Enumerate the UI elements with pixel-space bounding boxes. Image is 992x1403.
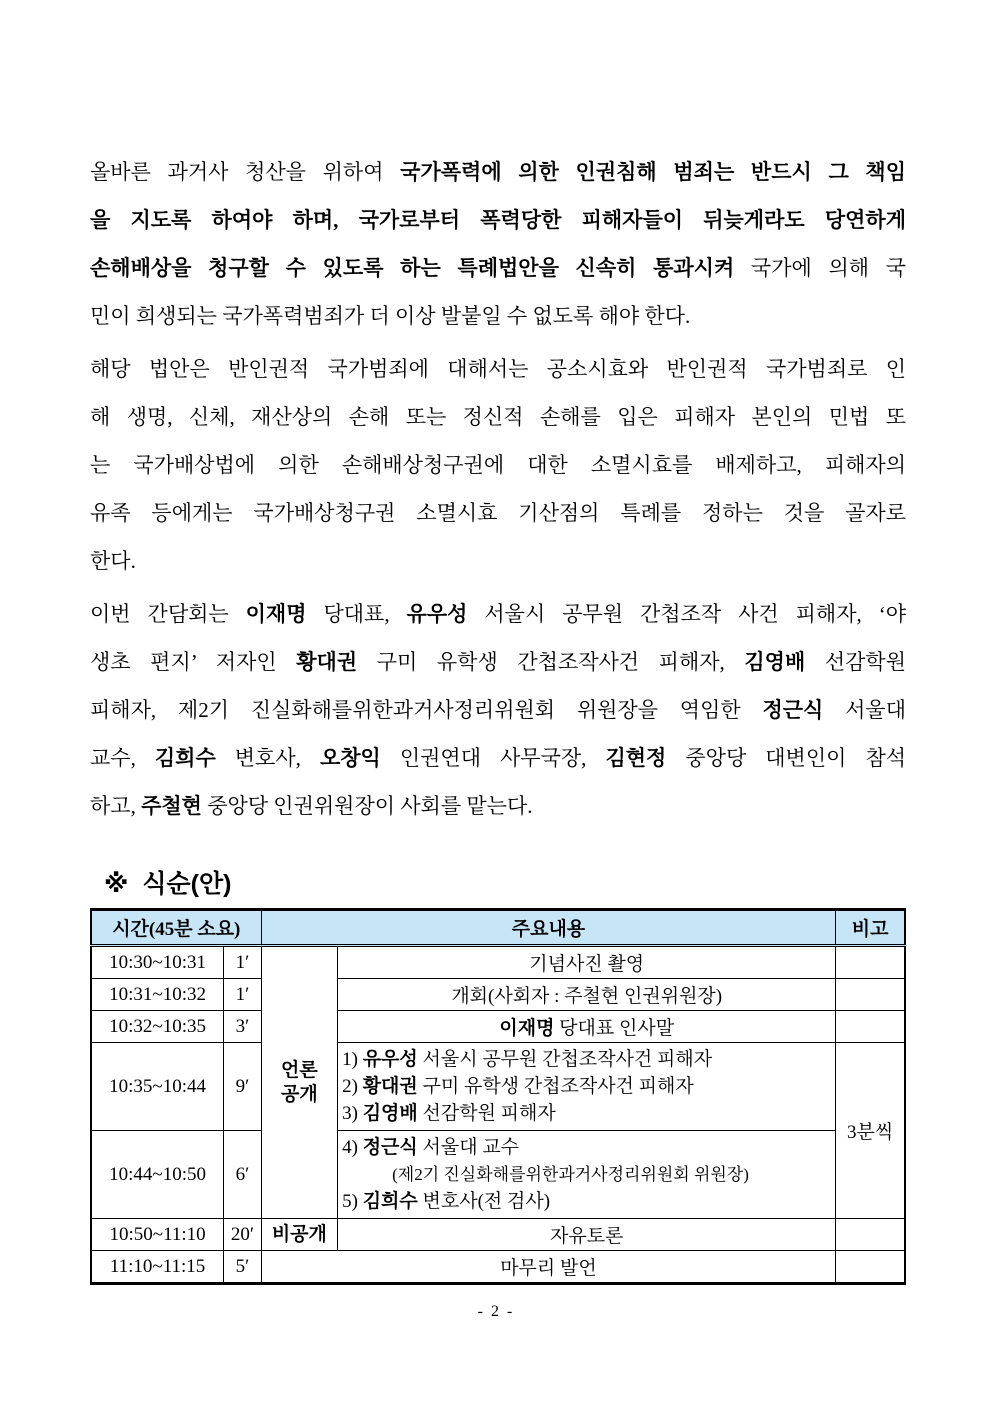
content-line [342, 1046, 831, 1073]
plain-text: 선감학원 피해자 [417, 1103, 556, 1124]
text-line [90, 686, 906, 734]
cell-content [338, 1131, 836, 1219]
plain-text: 서울시 공무원 간첩조작사건 피해자 [417, 1049, 713, 1070]
cell-note [836, 979, 905, 1011]
cell-note [836, 1251, 905, 1284]
cell-content [338, 1043, 836, 1131]
emphasis-text: 김희수 [362, 1191, 418, 1212]
plain-text: 하고, [90, 794, 142, 818]
col-header-time: 시간(45분 소요) [91, 910, 261, 946]
plain-text: 서울시 공무원 간첩조작 사건 피해자, ‘야 [467, 602, 906, 626]
plain-text: 선감학원 [805, 650, 906, 674]
cell-content [338, 1011, 836, 1043]
plain-text: 4) [342, 1137, 363, 1158]
plain-text: 중앙당 대변인이 참석 [666, 746, 907, 770]
cell-duration: 1′ [224, 979, 261, 1011]
plain-text: 생초 편지’ 저자인 [90, 650, 297, 674]
table-row-3 [91, 1011, 905, 1043]
emphasis-text: 이재명 [499, 1018, 555, 1039]
plain-text: 변호사, [215, 746, 320, 770]
plain-text: 3) [342, 1103, 363, 1124]
page-number: - 2 - [477, 1303, 515, 1320]
paragraph-2 [90, 345, 906, 585]
plain-text: 국가에 의해 국 [750, 256, 907, 280]
emphasis-text: 김영배 [744, 650, 806, 674]
cell-duration: 6′ [224, 1131, 261, 1219]
text-line [90, 590, 906, 638]
plain-text: (제2기 진실화해를위한과거사정리위원회 위원장) [392, 1165, 749, 1184]
cell-duration: 1′ [224, 946, 261, 979]
reference-mark-icon: ※ [104, 870, 129, 898]
plain-text: 중앙당 인권위원장이 사회를 맡는다. [201, 794, 533, 818]
plain-text: 유족 등에게는 국가배상청구권 소멸시효 기산점의 특례를 정하는 것을 골자로 [90, 501, 906, 525]
plain-text: 변호사(전 검사) [417, 1191, 551, 1212]
text-line [90, 393, 906, 441]
plain-text: 인권연대 사무국장, [380, 746, 606, 770]
cell-duration: 20′ [224, 1219, 261, 1251]
text-line [90, 441, 906, 489]
cell-duration: 5′ [224, 1251, 261, 1284]
content-line [342, 1188, 831, 1215]
paragraph-3 [90, 590, 906, 830]
plain-text: 5) [342, 1191, 363, 1212]
plain-text: 구미 유학생 간첩조작사건 피해자, [357, 650, 745, 674]
cell-note [836, 946, 905, 979]
cell-group-open-to-press [261, 946, 338, 1219]
emphasis-text: 이재명 [245, 602, 307, 626]
emphasis-text: 을 지도록 하여야 하며, 국가로부터 폭력당한 피해자들이 뒤늦게라도 당연하게 [90, 208, 906, 232]
emphasis-text: 국가폭력에 의한 인권침해 범죄는 반드시 그 책임 [400, 160, 906, 184]
emphasis-text: 주철현 [141, 794, 202, 818]
plain-text: 서울대 교수 [417, 1137, 520, 1158]
emphasis-text: 정근식 [762, 698, 824, 722]
plain-text: 서울대 [823, 698, 906, 722]
plain-text: 구미 유학생 간첩조작사건 피해자 [417, 1076, 694, 1097]
emphasis-text: 김희수 [154, 746, 216, 770]
agenda-table [90, 908, 906, 1285]
table-row-4 [91, 1043, 905, 1131]
plain-text: 교수, [90, 746, 155, 770]
plain-text: 민이 희생되는 국가폭력범죄가 더 이상 발붙일 수 없도록 해야 한다. [90, 304, 691, 328]
emphasis-text: 김현정 [605, 746, 667, 770]
plain-text: 1) [342, 1049, 363, 1070]
plain-text: 는 국가배상법에 의한 손해배상청구권에 대한 소멸시효를 배제하고, 피해자의 [90, 453, 906, 477]
cell-time: 10:50~11:10 [91, 1219, 224, 1251]
col-header-note: 비고 [836, 910, 905, 946]
emphasis-text: 황대권 [362, 1076, 418, 1097]
document-content [90, 148, 906, 1285]
content-line [342, 1100, 831, 1127]
table-row-7 [91, 1251, 905, 1284]
paragraph-1 [90, 148, 906, 340]
table-row-1 [91, 946, 905, 979]
table-row-6 [91, 1219, 905, 1251]
emphasis-text: 유우성 [406, 602, 468, 626]
text-line [90, 244, 906, 292]
text-line [90, 734, 906, 782]
cell-note [836, 1219, 905, 1251]
cell-duration: 9′ [224, 1043, 261, 1131]
cell-note-merged: 3분씩 [836, 1043, 905, 1219]
cell-group-closed: 비공개 [261, 1219, 338, 1251]
emphasis-text: 오창익 [319, 746, 381, 770]
group-label-line: 언론 [281, 1059, 318, 1081]
emphasis-text: 황대권 [296, 650, 358, 674]
table-row-5 [91, 1131, 905, 1219]
cell-note [836, 1011, 905, 1043]
text-line [90, 345, 906, 393]
plain-text: 당대표, [306, 602, 407, 626]
plain-text: 해 생명, 신체, 재산상의 손해 또는 정신적 손해를 입은 피해자 본인의 민법 또 [90, 405, 906, 429]
content-line [342, 1134, 831, 1161]
plain-text: 올바른 과거사 청산을 위하여 [90, 160, 401, 184]
plain-text: 해당 법안은 반인권적 국가범죄에 대해서는 공소시효와 반인권적 국가범죄로 인 [90, 357, 906, 381]
plain-text: 한다. [90, 549, 136, 573]
col-header-content: 주요내용 [261, 910, 836, 946]
content-line [342, 1073, 831, 1100]
plain-text: 2) [342, 1076, 363, 1097]
plain-text: 자유토론 [550, 1226, 624, 1247]
emphasis-text: 정근식 [362, 1137, 418, 1158]
text-line [90, 537, 906, 585]
cell-time: 10:31~10:32 [91, 979, 224, 1011]
group-label-line: 공개 [281, 1083, 318, 1105]
cell-time: 10:30~10:31 [91, 946, 224, 979]
cell-time: 10:35~10:44 [91, 1043, 224, 1131]
text-line [90, 638, 906, 686]
section-title: 식순(안) [142, 870, 232, 898]
cell-content [338, 946, 836, 979]
text-line [90, 196, 906, 244]
cell-content [338, 979, 836, 1011]
content-subline [342, 1161, 831, 1188]
plain-text: 이번 간담회는 [90, 602, 246, 626]
cell-duration: 3′ [224, 1011, 261, 1043]
cell-time: 10:32~10:35 [91, 1011, 224, 1043]
emphasis-text: 유우성 [362, 1049, 418, 1070]
cell-time: 11:10~11:15 [91, 1251, 224, 1284]
table-header-row [91, 910, 905, 946]
plain-text: 피해자, 제2기 진실화해를위한과거사정리위원회 위원장을 역임한 [90, 698, 763, 722]
text-line [90, 148, 906, 196]
plain-text: 마무리 발언 [500, 1258, 597, 1279]
table-row-2 [91, 979, 905, 1011]
cell-time: 10:44~10:50 [91, 1131, 224, 1219]
cell-content [261, 1251, 836, 1284]
text-line [90, 489, 906, 537]
plain-text: 개회(사회자 : 주철현 인권위원장) [451, 986, 723, 1007]
text-line [90, 292, 906, 340]
emphasis-text: 손해배상을 청구할 수 있도록 하는 특례법안을 신속히 통과시켜 [90, 256, 751, 280]
plain-text: 당대표 인사말 [554, 1018, 675, 1039]
plain-text: 기념사진 촬영 [529, 954, 645, 975]
text-line [90, 782, 906, 830]
cell-content [338, 1219, 836, 1251]
emphasis-text: 김영배 [362, 1103, 418, 1124]
section-heading [104, 868, 906, 900]
